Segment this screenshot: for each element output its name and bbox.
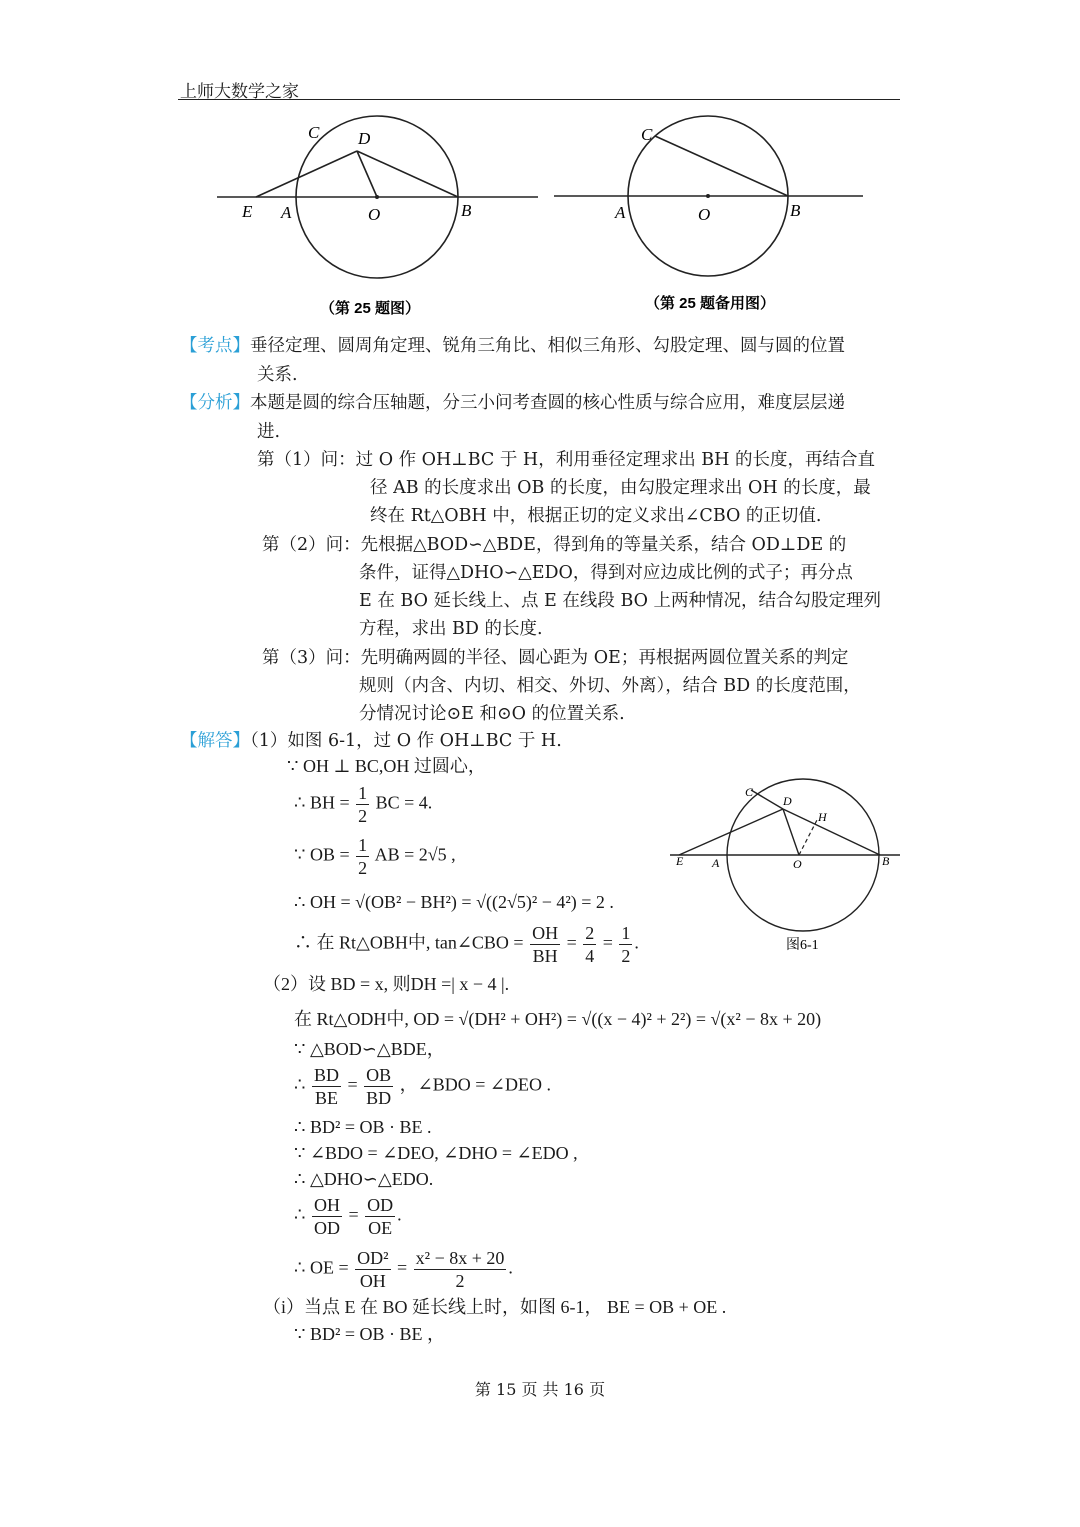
kaodian-tag: 【考点】 xyxy=(180,336,250,356)
p1-oh: ∴ OH = √(OB² − BH²) = √((2√5)² − 4²) = 2 . xyxy=(294,892,614,912)
fig25-caption: （第 25 题图） xyxy=(320,300,421,317)
fig25-label-o: O xyxy=(368,205,381,224)
p2-case1: （i）当点 E 在 BO 延长线上时，如图 6-1， BE = OB + OE . xyxy=(263,1297,727,1317)
p2-od: 在 Rt△ODH中, OD = √(DH² + OH²) = √((x − 4)² + 2²) = √(x² − 8x + 20) xyxy=(294,1009,822,1029)
fig25-label-a: A xyxy=(281,203,292,222)
p2-sim2: ∴ △DHO∽△EDO. xyxy=(294,1169,434,1189)
fenxi-q2-line-2: 条件，证得△DHO∽△EDO，得到对应边成比例的式子；再分点 xyxy=(359,563,853,583)
figure-25-backup xyxy=(550,110,870,320)
fenxi-q2-line-3: E 在 BO 延长线上、点 E 在线段 BO 上两种情况，结合勾股定理列 xyxy=(359,591,882,611)
p1-ob: ∵ OB = $\frac{1}{2}$ AB = 2√5 , xyxy=(294,835,456,878)
fenxi-q1-line-1: 第（1）问：过 O 作 OH⊥BC 于 H，利用垂径定理求出 BH 的长度，再结合直 xyxy=(257,450,875,470)
fig61-caption: 图6-1 xyxy=(786,938,819,953)
fenxi-q2-line-4: 方程，求出 BD 的长度. xyxy=(359,619,543,639)
fig61-label-o: O xyxy=(793,857,802,871)
p2-bd2: ∴ BD² = OB · BE . xyxy=(294,1117,432,1137)
fig25b-label-a: A xyxy=(615,203,626,222)
fig61-label-d: D xyxy=(783,794,792,808)
p2-ratio2: ∴ $\frac{OH}{OD}$ = $\frac{OD}{OE}$ . xyxy=(294,1195,402,1238)
fig61-label-e: E xyxy=(676,854,684,868)
fenxi-q3-line-3: 分情况讨论⊙E 和⊙O 的位置关系. xyxy=(359,704,625,724)
fenxi-q3-line-2: 规则（内含、内切、相交、外切、外离），结合 BD 的长度范围， xyxy=(359,676,861,696)
fig25b-label-b: B xyxy=(790,201,801,220)
p2-intro: （2）设 BD = x, 则DH =| x − 4 |. xyxy=(263,974,510,994)
page-footer: 第 15 页 共 16 页 xyxy=(474,1380,606,1399)
fig61-label-h: H xyxy=(818,810,827,824)
p2-ratio: ∴ $\frac{BD}{BE}$ = $\frac{OB}{BD}$ ，∠BDO = ∠DEO . xyxy=(294,1065,551,1108)
fig25-label-c: C xyxy=(308,123,320,142)
header-rule xyxy=(178,99,900,100)
fenxi-tag: 【分析】 xyxy=(180,393,250,413)
fig25b-label-o: O xyxy=(698,205,711,224)
figure-25 xyxy=(200,110,550,320)
fig25-label-b: B xyxy=(461,201,472,220)
fenxi-q2-line-1: 第（2）问：先根据△BOD∽△BDE，得到角的等量关系，结合 OD⊥DE 的 xyxy=(262,535,847,555)
fenxi-q1-line-3: 终在 Rt△OBH 中，根据正切的定义求出∠CBO 的正切值. xyxy=(370,506,822,526)
fig25b-label-c: C xyxy=(641,125,653,144)
fenxi-q1-line-2: 径 AB 的长度求出 OB 的长度，由勾股定理求出 OH 的长度，最 xyxy=(370,478,871,498)
page-header: 上师大数学之家 xyxy=(180,82,299,102)
kaodian-line-2: 关系. xyxy=(257,365,298,385)
p1-bh: ∴ BH = $\frac{1}{2}$ BC = 4. xyxy=(294,783,433,826)
fenxi-line-2: 进. xyxy=(257,422,281,442)
jieda-line-1: 【解答】（1）如图 6-1，过 O 作 OH⊥BC 于 H. xyxy=(180,731,562,751)
fig61-label-b: B xyxy=(882,854,890,868)
fig25b-caption: （第 25 题备用图） xyxy=(645,295,776,312)
p2-case1-bd2: ∵ BD² = OB · BE ， xyxy=(294,1324,446,1344)
fig61-label-a: A xyxy=(712,856,720,870)
fenxi-line-1: 【分析】本题是圆的综合压轴题，分三小问考查圆的核心性质与综合应用，难度层层递 xyxy=(180,393,845,413)
kaodian-line-1: 【考点】垂径定理、圆周角定理、锐角三角比、相似三角形、勾股定理、圆与圆的位置 xyxy=(180,336,845,356)
p1-tan: ∴ 在 Rt△OBH中, tan∠CBO = $\frac{OH}{BH}$ = $\frac{2}{4}$ = $\frac{1}{2}$ . xyxy=(294,923,639,966)
fenxi-q3-line-1: 第（3）问：先明确两圆的半径、圆心距为 OE；再根据两圆位置关系的判定 xyxy=(262,648,849,668)
figure-6-1 xyxy=(665,778,905,958)
jieda-tag: 【解答】 xyxy=(180,731,250,751)
p2-oe: ∴ OE = $\frac{\text{OD²}}{OH}$ = $\frac{\text{x² − 8x + 20}}{2}$ . xyxy=(294,1248,513,1291)
fig25-label-d: D xyxy=(358,129,371,148)
fig61-label-c: C xyxy=(745,785,754,799)
fig25-label-e: E xyxy=(242,202,253,221)
p2-angles: ∵ ∠BDO = ∠DEO, ∠DHO = ∠EDO , xyxy=(294,1143,578,1163)
p2-sim1: ∵ △BOD∽△BDE， xyxy=(294,1039,445,1059)
p1-because: ∵ OH ⊥ BC,OH 过圆心， xyxy=(287,756,486,776)
